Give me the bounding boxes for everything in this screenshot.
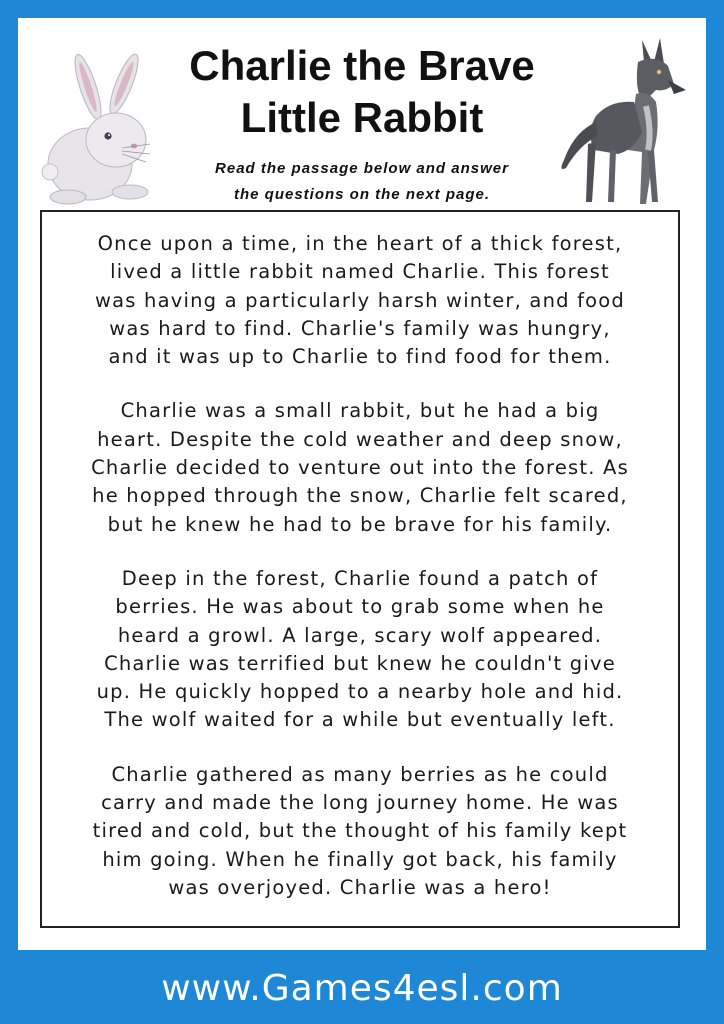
- passage-line: was overjoyed. Charlie was a hero!: [168, 875, 552, 899]
- footer-website-link[interactable]: www.Games4esl.com: [161, 968, 563, 1009]
- passage-line: was hard to find. Charlie's family was hungry,: [109, 316, 611, 340]
- instructions-line: Read the passage below and answer: [215, 160, 509, 177]
- wolf-illustration: [556, 32, 696, 212]
- title-line: Charlie the Brave: [189, 42, 535, 89]
- passage-line: he hopped through the snow, Charlie felt scared,: [92, 484, 628, 508]
- passage-line: tired and cold, but the thought of his family kept: [92, 819, 628, 843]
- passage-line: heard a growl. A large, scary wolf appeared.: [117, 623, 603, 647]
- worksheet-title: [138, 40, 586, 144]
- passage-line: lived a little rabbit named Charlie. This forest: [110, 260, 610, 284]
- passage-line: Deep in the forest, Charlie found a patch of: [121, 566, 599, 590]
- passage-line: carry and made the long journey home. He was: [101, 791, 619, 815]
- passage-line: up. He quickly hopped to a nearby hole and hid.: [96, 680, 624, 704]
- instructions: [168, 156, 556, 208]
- passage-line: and it was up to Charlie to find food for them.: [108, 345, 612, 369]
- passage-line: Charlie decided to venture out into the forest. As: [91, 456, 629, 480]
- passage-line: Once upon a time, in the heart of a thick forest,: [97, 232, 623, 255]
- passage-line: The wolf waited for a while but eventually left.: [104, 708, 616, 732]
- passage-line: berries. He was about to grab some when he: [115, 595, 605, 619]
- reading-passage: [40, 210, 680, 928]
- passage-line: Charlie was a small rabbit, but he had a big: [120, 399, 600, 423]
- passage-line: Charlie gathered as many berries as he could: [111, 762, 609, 786]
- passage-paragraph: [52, 230, 668, 371]
- passage-paragraph: [52, 565, 668, 735]
- worksheet-page: [18, 18, 706, 950]
- passage-line: Charlie was terrified but knew he couldn't give: [104, 651, 616, 675]
- passage-paragraph: [52, 761, 668, 902]
- passage-line: heart. Despite the cold weather and deep snow,: [97, 427, 623, 451]
- passage-line: but he knew he had to be brave for his family.: [107, 512, 613, 536]
- passage-line: was having a particularly harsh winter, and food: [94, 288, 626, 312]
- passage-line: him going. When he finally got back, his family: [102, 847, 618, 871]
- title-line: Little Rabbit: [240, 94, 484, 141]
- instructions-line: the questions on the next page.: [233, 186, 491, 203]
- passage-paragraph: [52, 397, 668, 538]
